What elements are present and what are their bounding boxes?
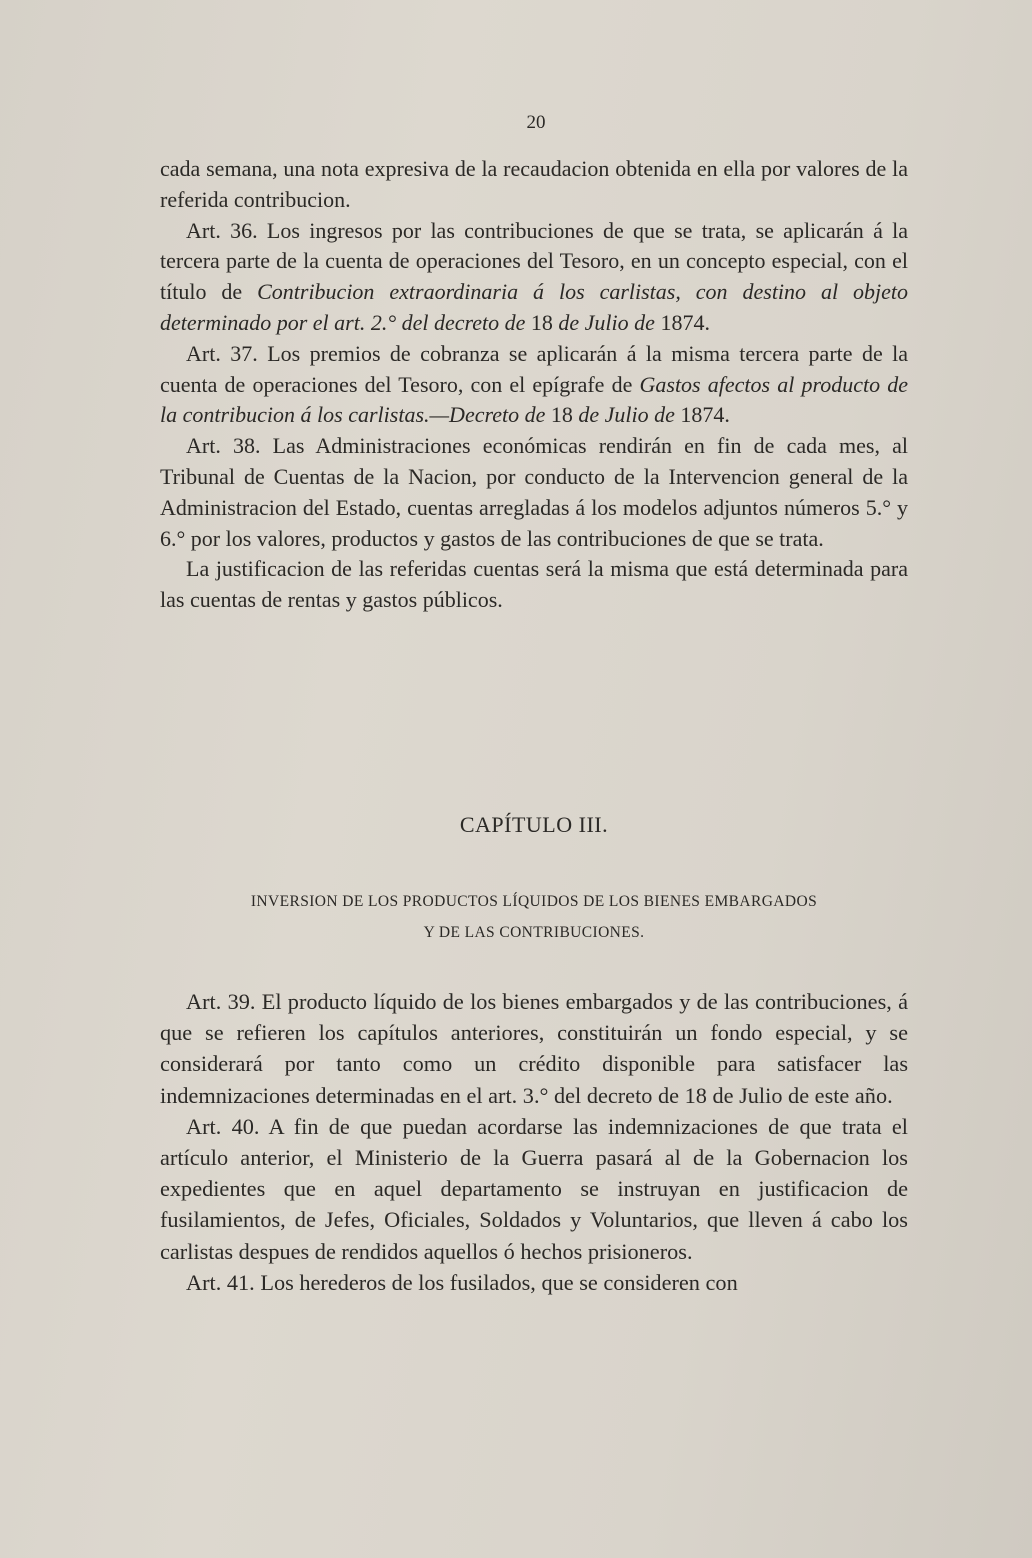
article-37: [160, 339, 908, 431]
chapter-subtitle: [160, 886, 908, 948]
chapter-subtitle-line-1: INVERSION DE LOS PRODUCTOS LÍQUIDOS DE LOS BIENES EMBARGADOS: [250, 893, 818, 910]
article-40: [160, 1111, 908, 1267]
article-38: [160, 431, 908, 554]
article-41: [160, 1267, 908, 1298]
article-37-date: 18: [550, 402, 573, 428]
article-36: [160, 216, 908, 339]
article-37-text: Los premios de cobranza se aplicarán á la misma tercera parte de la cuenta de operaciones del Tesoro, con el epígrafe de: [160, 340, 909, 397]
text-block-top: [160, 154, 908, 616]
chapter-subtitle-line-2: Y DE LAS CONTRIBUCIONES.: [423, 924, 645, 941]
article-38-label: Art. 38.: [186, 433, 261, 459]
article-38-text: Las Administraciones económicas rendirán en fin de cada mes, al Tribunal de Cuentas de la Nacion, por conducto de la Intervencion general de la Administracion del Estado, cuentas arregladas á los modelos adjuntos números 5.° y 6.° por los valores, productos y gastos de las contribuciones de que se trata.: [160, 433, 908, 551]
paragraph-justificacion: La justificacion de las referidas cuentas será la misma que está determinada para las cuentas de rentas y gastos públicos.: [160, 556, 908, 613]
article-40-label: Art. 40.: [186, 1113, 260, 1139]
article-41-label: Art. 41.: [186, 1269, 255, 1295]
article-39: [160, 986, 908, 1111]
article-39-label: Art. 39.: [186, 989, 256, 1014]
paragraph-continuation: cada semana, una nota expresiva de la recaudacion obtenida en ella por valores de la referida contribucion.: [160, 156, 908, 212]
chapter-title: CAPÍTULO III.: [459, 812, 609, 837]
article-36-italic: Contribucion extraordinaria á los carlistas, con destino al objeto determinado por el art. 2.° del decreto de: [160, 279, 909, 335]
article-36-year: 1874.: [660, 309, 710, 335]
page-number: 20: [526, 112, 546, 133]
article-36-date: 18: [530, 309, 553, 335]
article-37-label: Art. 37.: [186, 340, 258, 366]
article-41-text: Los herederos de los fusilados, que se consideren con: [260, 1269, 738, 1295]
article-37-italic: Gastos afectos al producto de la contribucion á los carlistas.—Decreto de: [160, 371, 908, 428]
article-36-text: Los ingresos por las contribuciones de que se trata, se aplicarán á la tercera parte de la cuenta de operaciones del Tesoro, en un concepto especial, con el título de: [160, 217, 909, 305]
article-40-text: A fin de que puedan acordarse las indemnizaciones de que trata el artículo anterior, el Ministerio de la Guerra pasará al de la Gobernacion los expedientes que en aquel departamento se instruyan en justificacion de fusilamientos, de Jefes, Oficiales, Soldados y Voluntarios, que lleven á cabo los carlistas despues de rendidos aquellos ó hechos prisioneros.: [160, 1113, 908, 1264]
article-36-italic2: de Julio de: [558, 309, 655, 335]
article-36-label: Art. 36.: [186, 217, 258, 243]
article-37-italic2: de Julio de: [578, 402, 675, 428]
article-39-text: El producto líquido de los bienes embargados y de las contribuciones, á que se refieren los capítulos anteriores, constituirán un fondo especial, y se considerará por tanto como un crédito disponible para satisfacer las indemnizaciones determinadas en el art. 3.° del decreto de 18 de Julio de este año.: [160, 989, 908, 1108]
text-block-bottom: [160, 986, 908, 1298]
article-37-year: 1874.: [680, 402, 730, 428]
